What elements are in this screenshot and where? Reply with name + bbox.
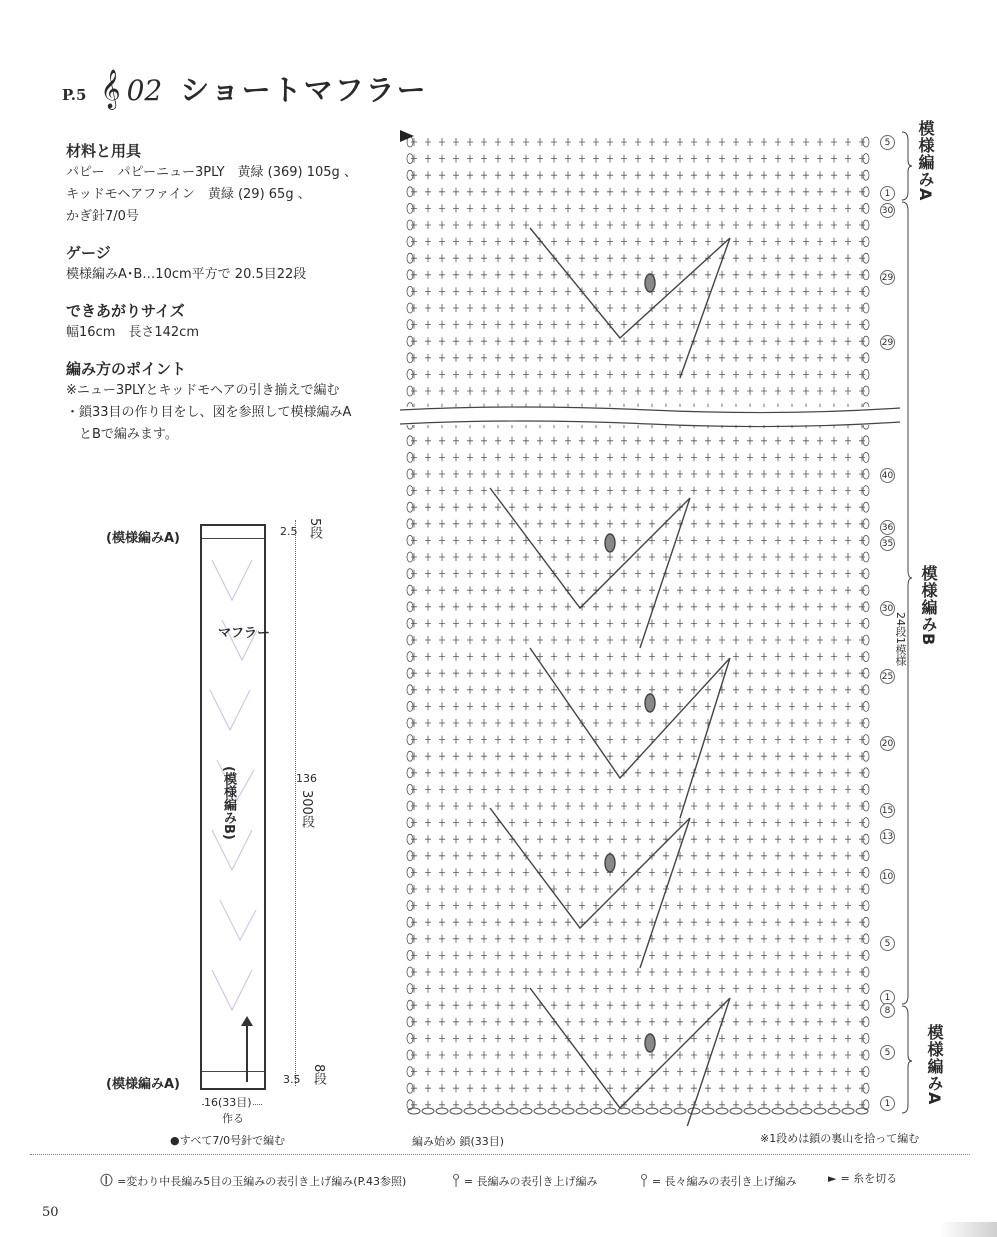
page-edge-shadow: [940, 1222, 997, 1237]
cut-yarn-legend-icon: ►: [828, 1171, 837, 1185]
row-number: 5: [880, 135, 895, 150]
row-number: 29: [880, 270, 895, 285]
legend-text: = 長編みの表引き上げ編み: [463, 1174, 598, 1188]
gauge-section: [66, 242, 396, 286]
schematic-top-label: (模様編みA): [106, 531, 180, 546]
legend-text: = 糸を切る: [840, 1172, 898, 1185]
width-note: 作る: [222, 1112, 244, 1125]
width-dim: 16(33目): [204, 1096, 252, 1109]
materials-line: キッドモヘアファイン 黄緑 (29) 65g 、: [66, 187, 311, 202]
length-dim-line: [295, 520, 296, 1086]
schematic-middle-label: (模様編みB): [221, 766, 236, 840]
legend-item: [100, 1170, 406, 1191]
page-title: ショートマフラー: [180, 73, 428, 107]
divider-bottom: [202, 1071, 264, 1072]
points-section: [66, 358, 396, 446]
row-number: 35: [880, 536, 895, 551]
side-label-a-bottom: 模様編みA: [925, 1024, 944, 1106]
legend-item: [828, 1170, 897, 1186]
schematic-name: マフラー: [218, 626, 271, 641]
page-number: 50: [42, 1205, 59, 1220]
pattern-number: 02: [126, 74, 163, 107]
row-number: 29: [880, 335, 895, 350]
points-heading: 編み方のポイント: [66, 360, 187, 378]
gauge-line: 模様編みA･B…10cm平方で 20.5目22段: [66, 267, 307, 282]
title-row: [62, 68, 428, 112]
mid-rows: 300段: [299, 790, 314, 828]
points-line: とBで編みます。: [66, 427, 178, 442]
size-line: 幅16cm 長さ142cm: [66, 325, 199, 340]
direction-arrow-icon: [240, 1016, 254, 1082]
materials-line: パピー パピーニュー3PLY 黄緑 (369) 105g 、: [66, 165, 357, 180]
chart-break: [400, 402, 900, 430]
row-number: 40: [880, 468, 895, 483]
row-number: 30: [880, 203, 895, 218]
needle-note: ●すべて7/0号針で編む: [170, 1134, 286, 1147]
legend-text: = 長々編みの表引き上げ編み: [651, 1174, 797, 1188]
top-dim: 2.5: [280, 525, 298, 538]
front-post-tr-icon: ⫯: [640, 1170, 648, 1191]
legend-item: [640, 1170, 797, 1191]
row-number: 13: [880, 829, 895, 844]
scarf-schematic: [200, 524, 271, 1090]
row-number: 15: [880, 803, 895, 818]
front-post-dc-icon: ⫯: [452, 1170, 460, 1191]
bot-dim: 3.5: [283, 1073, 301, 1086]
points-line: ・鎖33目の作り目をし、図を参照して模様編みA: [66, 405, 352, 420]
row-number: 1: [880, 990, 895, 1005]
row-number: 8: [880, 1003, 895, 1018]
cut-yarn-icon: [400, 130, 414, 142]
size-heading: できあがりサイズ: [66, 302, 185, 320]
crochet-chart: [400, 128, 900, 1126]
row-number: 36: [880, 520, 895, 535]
materials-heading: 材料と用具: [66, 142, 142, 160]
materials-line: かぎ針7/0号: [66, 209, 139, 224]
chart-note: ※1段めは鎖の裏山を拾って編む: [760, 1132, 920, 1145]
repeat-label: 24段1模様: [894, 612, 907, 666]
points-line: ※ニュー3PLYとキッドモヘアの引き揃えで編む: [66, 383, 340, 398]
size-section: [66, 300, 396, 344]
row-number: 30: [880, 601, 895, 616]
start-label: 編み始め 鎖(33目): [412, 1135, 505, 1148]
legend-item: [452, 1170, 598, 1191]
clef-icon: 𝄞: [100, 69, 121, 109]
row-number: 10: [880, 869, 895, 884]
row-number: 20: [880, 736, 895, 751]
row-number: 1: [880, 1096, 895, 1111]
bot-rows: 8段: [311, 1064, 326, 1086]
legend-text: =変わり中長編み5目の玉編みの表引き上げ編み(P.43参照): [117, 1174, 407, 1188]
gauge-heading: ゲージ: [66, 244, 111, 262]
bobble-stitch-icon: ⦶: [100, 1170, 114, 1191]
page-ref: P.5: [62, 86, 87, 104]
row-number: 5: [880, 1045, 895, 1060]
row-number: 25: [880, 669, 895, 684]
side-label-b: 模様編みB: [919, 565, 938, 647]
legend-separator: [30, 1154, 970, 1155]
divider-top: [202, 538, 264, 539]
mid-dim: 136: [296, 772, 317, 785]
top-rows: 5段: [307, 518, 322, 540]
row-number: 1: [880, 186, 895, 201]
schematic-bottom-label: (模様編みA): [106, 1077, 180, 1092]
materials-section: [66, 140, 396, 228]
side-label-a-top: 模様編みA: [916, 120, 935, 202]
section-braces: [900, 130, 914, 1115]
row-number: 5: [880, 936, 895, 951]
